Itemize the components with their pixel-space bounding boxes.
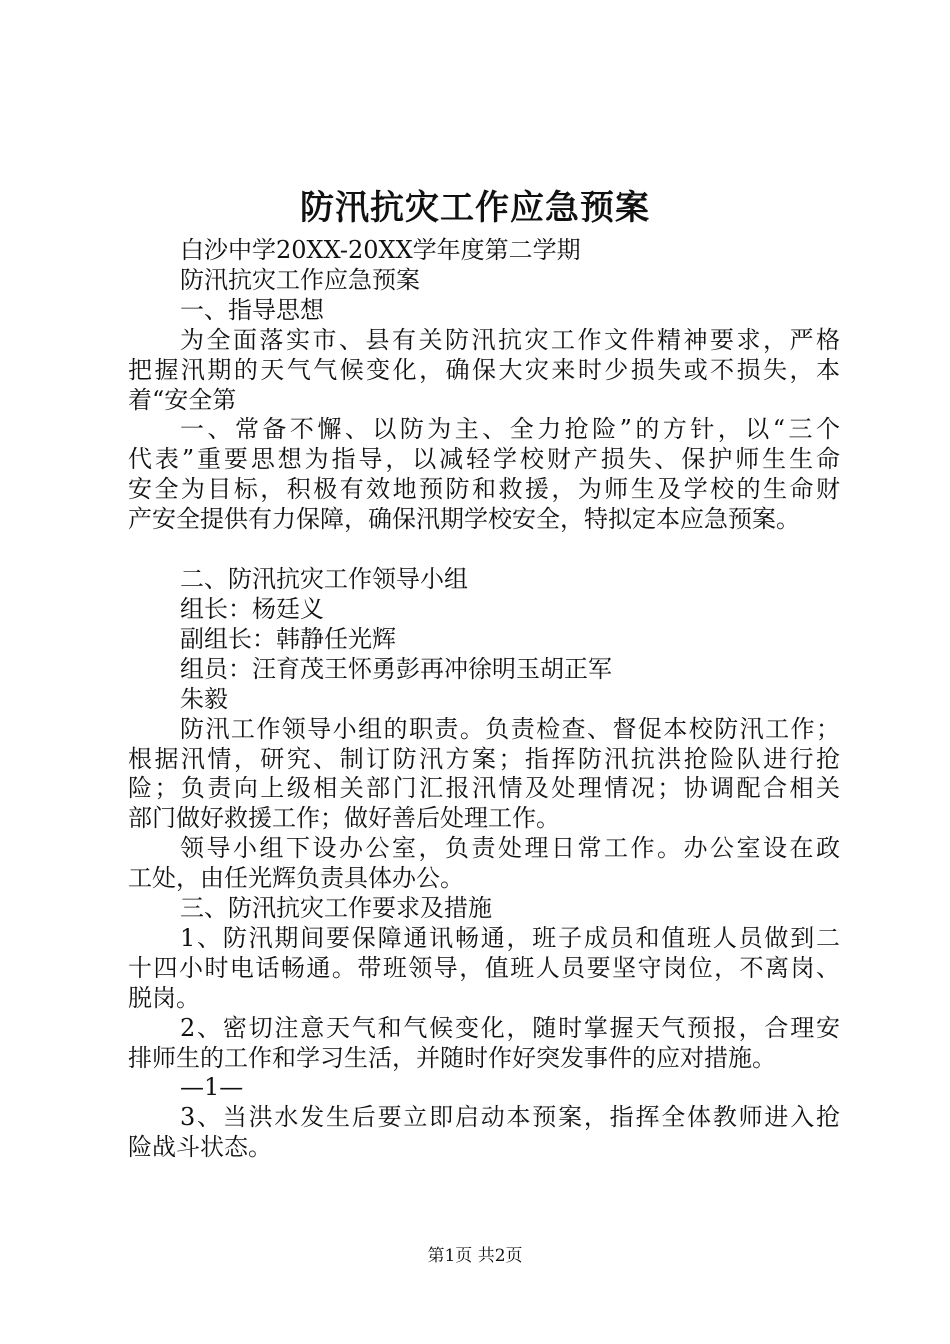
text-line: 部门做好救援工作；做好善后处理工作。: [128, 804, 560, 833]
text-line: 领导小组下设办公室，负责处理日常工作。办公室设在政: [180, 834, 840, 863]
section-heading: 三、防汛抗灾工作要求及措施: [180, 894, 492, 923]
section-heading: 二、防汛抗灾工作领导小组: [180, 565, 468, 594]
text-line: 组长：杨廷义: [180, 594, 324, 623]
inline-page-number: —1—: [180, 1073, 244, 1102]
text-line: 十四小时电话畅通。带班领导，值班人员要坚守岗位，不离岗、: [128, 953, 840, 982]
text-line: 险战斗状态。: [128, 1133, 272, 1162]
text-line: 防汛抗灾工作应急预案: [180, 265, 420, 294]
text-line: 防汛工作领导小组的职责。负责检查、督促本校防汛工作；: [180, 714, 840, 743]
text-line: 为全面落实市、县有关防汛抗灾工作文件精神要求，严格: [180, 325, 840, 354]
text-line: 根据汛情，研究、制订防汛方案；指挥防汛抗洪抢险队进行抢: [128, 744, 840, 773]
text-line: 把握汛期的天气气候变化，确保大灾来时少损失或不损失，本: [128, 355, 840, 384]
text-line: 组员：汪育茂王怀勇彭再冲徐明玉胡正军: [180, 654, 612, 683]
text-line: 排师生的工作和学习生活，并随时作好突发事件的应对措施。: [128, 1043, 776, 1072]
text-line: 副组长：韩静任光辉: [180, 624, 396, 653]
text-line: 安全为目标，积极有效地预防和救援，为师生及学校的生命财: [128, 475, 840, 504]
text-line: 1、防汛期间要保障通讯畅通，班子成员和值班人员做到二: [180, 923, 840, 952]
text-line: 2、密切注意天气和气候变化，随时掌握天气预报，合理安: [180, 1013, 840, 1042]
text-line: 产安全提供有力保障，确保汛期学校安全，特拟定本应急预案。: [128, 505, 800, 534]
document-title: 防汛抗灾工作应急预案: [300, 188, 650, 228]
text-line: 险；负责向上级相关部门汇报汛情及处理情况；协调配合相关: [128, 774, 840, 803]
text-line: 脱岗。: [128, 983, 200, 1012]
text-line: 工处，由任光辉负责具体办公。: [128, 864, 464, 893]
text-line: 朱毅: [180, 684, 228, 713]
text-line: 白沙中学20XX-20XX学年度第二学期: [180, 236, 581, 264]
document-body: [128, 236, 840, 1163]
text-line: 一、常备不懈、以防为主、全力抢险”的方针，以“三个: [180, 415, 840, 444]
page-footer: 第1页 共2页: [427, 1246, 523, 1266]
section-heading: 一、指导思想: [180, 295, 324, 324]
text-line: 着“安全第: [128, 385, 237, 414]
text-line: 3、当洪水发生后要立即启动本预案，指挥全体教师进入抢: [180, 1103, 840, 1132]
text-line: 代表”重要思想为指导，以减轻学校财产损失、保护师生生命: [128, 445, 840, 474]
